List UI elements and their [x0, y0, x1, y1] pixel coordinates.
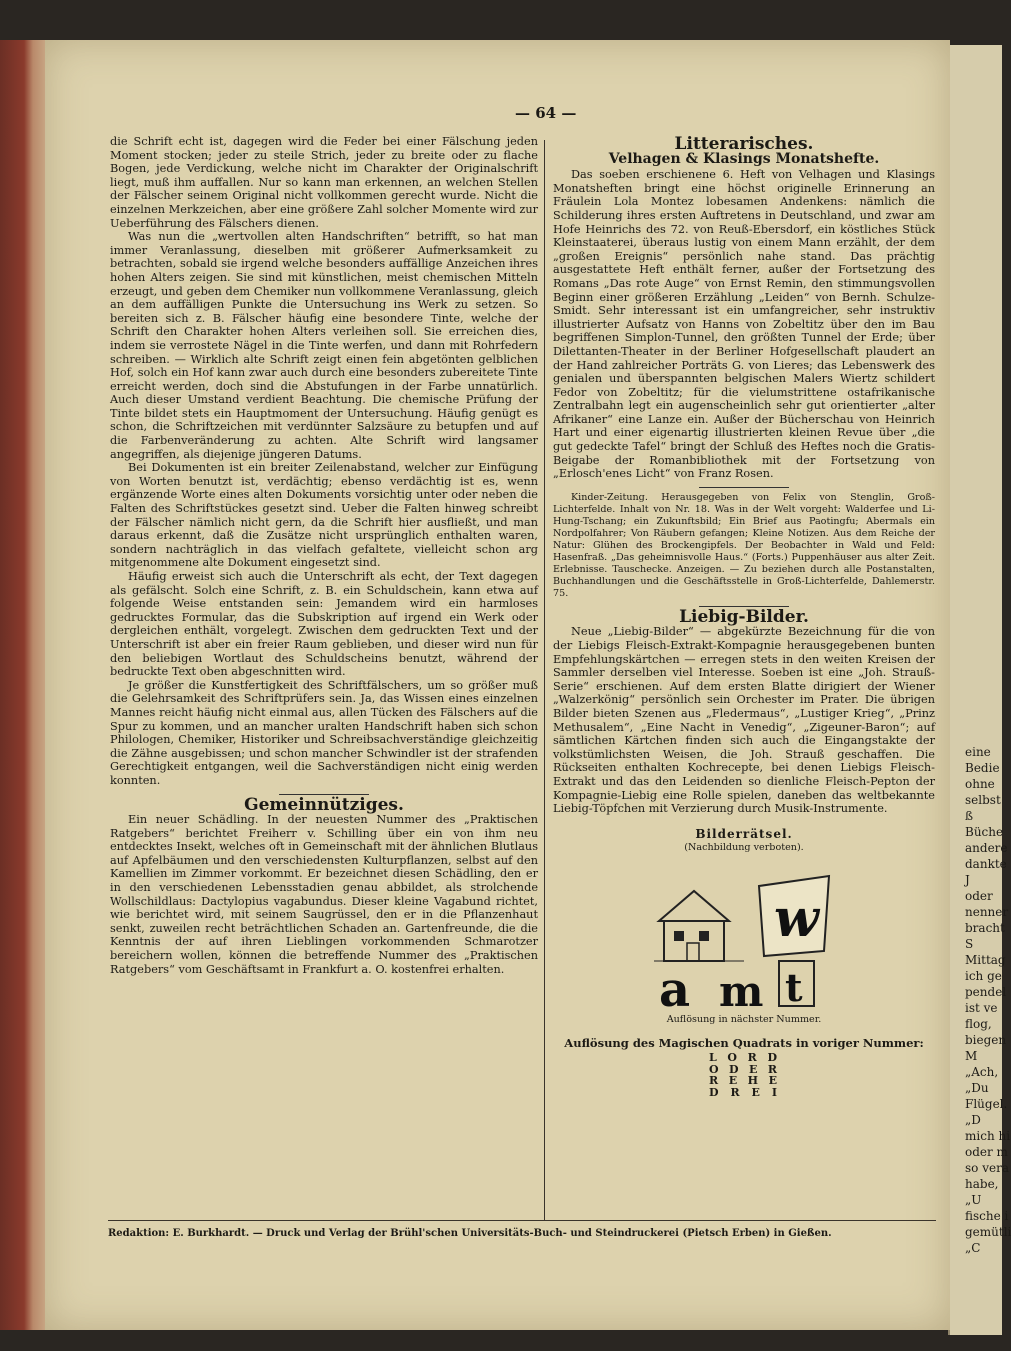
magic-square-letter: D	[729, 1062, 741, 1076]
magic-square-letter: H	[747, 1074, 761, 1088]
next-page-fragment: mich hi	[965, 1129, 1011, 1143]
magic-square-letter: E	[728, 1074, 740, 1088]
subheading-monatshefte: Velhagen & Klasings Monatshefte.	[608, 150, 880, 167]
paragraph: Ein neuer Schädling. In der neuesten Nummer des „Praktischen Ratgebers“ berichtet Freiherr v. Schilling über ein von ihm neu entdecktes Insekt, welches oft in Gemeinschaft mit der ähnlichen Blutlaus auf Apfelbäumen und den verschiedensten Kulturpflanzen, selbst auf den Kamellien im Zimmer vorkommt. Er bezeichnet diesen Schädling, den er in den verschiedenen Lebensstadien genau abbildet, als strolchende Wollschildlaus: Dactylopius vagabundus. Dieser kleine Vagabund richtet, wie berichtet wird, mit seinem Saugrüssel, den er in die Pflanzenhaut senkt, zuweilen recht beträchtlichen Schaden an. Gartenfreunde, die die Kenntnis der auf ihren Lieblingen vorkommenden Schmarotzer bereichern wollen, können die betreffende Nummer des „Praktischen Ratgebers“ vom Geschäftsamt in Frankfurt a. O. kostenfrei erhalten.	[110, 813, 538, 976]
next-page-fragment: S	[965, 937, 974, 951]
next-page-fragment: „D	[965, 1113, 981, 1127]
svg-text:w: w	[774, 887, 819, 949]
magic-square-letter: O	[727, 1051, 739, 1065]
svg-text:a: a	[659, 961, 691, 1018]
magic-square	[709, 1052, 779, 1098]
picture-riddle-illustration	[649, 861, 839, 1018]
next-page-fragment: Büche	[965, 825, 1004, 839]
next-page-fragment: ist ve	[965, 1001, 998, 1015]
next-page-fragment: Mittag	[965, 953, 1006, 967]
next-page-fragment: bracht	[965, 921, 1005, 935]
magic-square-letter: O	[709, 1062, 721, 1076]
paragraph: Je größer die Kunstfertigkeit des Schriftfälschers, um so größer muß die Gelehrsamkeit des Schriftprüfers sein. Ja, das Wissen eines einzelnen Mannes reicht häufig nicht einmal aus, allen Tücken des Fälschers auf die Spur zu kommen, und an mancher uralten Handschrift haben sich schon Philologen, Chemiker, Historiker und Schreibsachverständige gleichzeitig die Zähne ausgebissen; und schon mancher Schwindler ist der strafenden Gerechtigkeit entgangen, weil die Sachverständigen nicht einig werden konnten.	[110, 678, 538, 787]
magic-square-letter: D	[709, 1085, 721, 1099]
paragraph: Neue „Liebig-Bilder“ — abgekürzte Bezeichnung für die von der Liebigs Fleisch-Extrakt-Kompagnie herausgegebenen bunten Empfehlungskärtchen — erregen stets in den weiten Kreisen der Sammler derselben viel Interesse. Soeben ist eine „Joh. Strauß-Serie“ erschienen. Auf dem ersten Blatte dirigiert der Wiener „Walzerkönig“ persönlich sein Orchester im Prater. Die übrigen Bilder bieten Szenen aus „Fledermaus“, „Lustiger Krieg“, „Prinz Methusalem“, „Eine Nacht in Venedig“, „Zigeuner-Baron“; auf sämtlichen Kärtchen finden sich auch die Eingangstakte der volkstümlichsten Weisen, die Joh. Strauß geschaffen. Die Rückseiten enthalten Kochrecepte, bei denen Liebigs Fleisch-Extrakt und das den Leidenden so dienliche Fleisch-Pepton der Kompagnie-Liebig eine Rolle spielen, daneben das weltbekannte Liebig-Töpfchen mit Verzierung durch Musik-Instrumente.	[553, 625, 935, 816]
next-page-edge	[948, 45, 1011, 1335]
magic-square-letter: R	[730, 1085, 742, 1099]
next-page-fragment: „C	[965, 1241, 981, 1255]
section-heading-litterarisches: Litterarisches.	[674, 134, 814, 154]
solution-title: Auflösung des Magischen Quadrats in voriger Nummer:	[564, 1035, 924, 1050]
magic-square-row	[709, 1087, 779, 1099]
next-page-fragment: M	[965, 1049, 978, 1063]
next-page-fragment: Bedie	[965, 761, 1000, 775]
magic-square-letter: E	[768, 1074, 779, 1088]
paragraph: die Schrift echt ist, dagegen wird die Feder bei einer Fälschung jeden Moment stocken; jeder zu steile Strich, jeder zu breite oder zu flache Bogen, jede Verdickung, welche nicht im Charakter der Originalschrift liegt, muß ihm auffallen. Nur so kann man erkennen, an welchen Stellen der Fälscher seinem Original nicht vollkommen gerecht wurde. Nicht die einzelnen Merkzeichen, aber eine größere Zahl solcher Momente wird zur Ueberführung des Fälschers dienen.	[110, 135, 538, 230]
magic-square-row	[709, 1052, 779, 1064]
next-page-fragment: andere	[965, 841, 1008, 855]
footer-rule	[108, 1220, 936, 1221]
next-page-fragment: „Du	[965, 1081, 989, 1095]
next-page-fragment: nenner	[965, 905, 1009, 919]
section-heading-liebig-bilder: Liebig-Bilder.	[679, 606, 809, 627]
magic-square-letter: E	[751, 1085, 762, 1099]
magic-square-letter: R	[767, 1062, 779, 1076]
right-column	[553, 135, 935, 1098]
next-page-fragment: flog,	[965, 1017, 992, 1031]
page-number: — 64 —	[515, 104, 577, 122]
paragraph: Bei Dokumenten ist ein breiter Zeilenabstand, welcher zur Einfügung von Worten benutzt ist, verdächtig; ebenso verdächtig ist es, wenn ergänzende Worte eines alten Dokuments vorsichtig unter oder neben die Falten des Schriftstückes gesetzt sind. Ueber die Falten hinweg schreibt der Fälscher nämlich nicht gern, da die Schrift hier ausfließt, und man daraus erkennt, daß die Zusätze nicht ursprünglich enthalten waren, sondern nachträglich in das vielfach gefaltete, vielleicht schon arg mitgenommene alte Dokument eingesetzt sind.	[110, 461, 538, 570]
next-page-fragment: ich ge	[965, 969, 1002, 983]
next-page-fragment: dankte	[965, 857, 1007, 871]
magic-square-letter: D	[767, 1051, 779, 1065]
magic-square-letter: E	[749, 1062, 760, 1076]
magic-square-letter: L	[709, 1051, 719, 1065]
next-page-fragment: eine	[965, 745, 991, 759]
next-page-fragment: pendel	[965, 985, 1007, 999]
riddle-title: Bilderrätsel.	[695, 826, 793, 841]
svg-text:t: t	[785, 964, 803, 1010]
magic-square-letter: R	[709, 1074, 721, 1088]
magic-square-letter: I	[771, 1085, 779, 1099]
next-page-fragment: Flügel.	[965, 1097, 1008, 1111]
paragraph: Was nun die „wertvollen alten Handschriften“ betrifft, so hat man immer Veranlassung, dieselben mit größerer Aufmerksamkeit zu betrachten, sobald sie irgend welche besonders auffällige Anzeichen ihres hohen Alters zeigen. Sie sind mit künstlichen, meist chemischen Mitteln erzeugt, und geben dem Chemiker nun vollkommene Veranlassung, gleich an dem auffälligen Punkte die Untersuchung ins Werk zu setzen. So bereiten sich z. B. Fälscher häufig eine besondere Tinte, welche der Schrift den Charakter hohen Alters verleihen soll. Sie erreichen dies, indem sie verrostete Nägel in die Tinte werfen, und dann mit Rohrfedern schreiben. — Wirklich alte Schrift zeigt einen fein abgetönten gelblichen Hof, solch ein Hof kann zwar auch durch eine besonders zubereitete Tinte erreicht werden, doch sind die Abstufungen in der Farbe unnatürlich. Auch dieser Umstand verdient Beachtung. Die chemische Prüfung der Tinte bildet stets ein Hauptmoment der Untersuchung. Häufig genügt es schon, die Schriftzeichen mit verdünnter Salzsäure zu betupfen und auf die Farbenveränderung zu achten. Alte Schrift wird langsamer angegriffen, als diejenige jüngeren Datums.	[110, 230, 538, 461]
next-page-fragment: selbst	[965, 793, 1001, 807]
next-page-fragment: ß	[965, 809, 974, 823]
next-page-fragment: habe,	[965, 1177, 999, 1191]
next-page-fragment: fische i	[965, 1209, 1009, 1223]
section-rule	[699, 487, 789, 488]
next-page-fragment: J	[965, 873, 970, 887]
next-page-fragment: oder m	[965, 1145, 1008, 1159]
next-page-fragment: so vera	[965, 1161, 1009, 1175]
paragraph: Das soeben erschienene 6. Heft von Velhagen und Klasings Monatsheften bringt eine höchst originelle Erinnerung an Fräulein Lola Montez lobesamen Andenkens: nämlich die Schilderung ihres ersten Auftretens in Deutschland, und zwar am Hofe Heinrichs des 72. von Reuß-Ebersdorf, ein köstliches Stück Kleinstaaterei, überaus lustig von einem Mann erzählt, der dem „großen Ereignis“ persönlich nahe stand. Das prächtig ausgestattete Heft enthält ferner, außer der Fortsetzung des Romans „Das rote Auge“ von Ernst Remin, den stimmungsvollen Beginn einer größeren Erzählung „Leiden“ von Bernh. Schulze-Smidt. Sehr interessant ist ein umfangreicher, sehr instruktiv illustrierter Aufsatz von Hanns von Zobeltitz über den im Bau begriffenen Simplon-Tunnel, den größten Tunnel der Erde; über Dilettanten-Theater in der Berliner Hofgesellschaft plaudert an der Hand zahlreicher Porträts G. von Lieres; das Lebenswerk des genialen und überspannten belgischen Malers Wiertz schildert Fedor von Zobeltitz; für die vielumstrittene ostafrikanische Zentralbahn legt ein augenscheinlich sehr gut orientierter „alter Afrikaner“ eine Lanze ein. Außer der Bücherschau von Heinrich Hart und einer eigenartig illustrierten kleinen Revue über „die gut gedeckte Tafel“ bringt der Schluß des Heftes noch die Gratis-Beigabe der Romanbibliothek mit der Fortsetzung von „Erlosch'enes Licht“ von Franz Rosen.	[553, 168, 935, 481]
riddle-caption: Auflösung in nächster Nummer.	[666, 1013, 822, 1025]
paragraph: Häufig erweist sich auch die Unterschrift als echt, der Text dagegen als gefälscht. Solch eine Schrift, z. B. ein Schuldschein, kann etwa auf folgende Weise entstanden sein: Jemandem wird ein harmloses gedrucktes Formular, das die Subskription auf irgend ein Werk oder dergleichen enthält, vorgelegt. Zwischen dem gedruckten Text und der Unterschrift ist aber ein freier Raum geblieben, und dieser wird nun für den beliebigen Wortlaut des Schuldscheins benutzt, während der bedruckte Text oben abgeschnitten wird.	[110, 570, 538, 679]
next-page-fragment: biegen	[965, 1033, 1007, 1047]
riddle-note: (Nachbildung verboten).	[684, 842, 804, 854]
magic-square-row	[709, 1075, 779, 1087]
next-page-fragment: „U	[965, 1193, 982, 1207]
magic-square-letter: R	[747, 1051, 759, 1065]
section-heading-gemeinnuetziges: Gemeinnütziges.	[244, 794, 404, 815]
next-page-fragment: oder	[965, 889, 993, 903]
next-page-fragment: gemütli	[965, 1225, 1011, 1239]
next-page-fragment: ohne	[965, 777, 995, 791]
imprint-footer: Redaktion: E. Burkhardt. — Druck und Verlag der Brühl'schen Universitäts-Buch- und Steindruckerei (Pietsch Erben) in Gießen.	[108, 1228, 832, 1239]
left-column	[110, 135, 538, 976]
column-divider	[544, 140, 545, 1220]
paragraph-kinder-zeitung: Kinder-Zeitung. Herausgegeben von Felix von Stenglin, Groß-Lichterfelde. Inhalt von Nr. 18. Was in der Welt vorgeht: Walderfee und Li-Hung-Tschang; ein Zukunftsbild; Ein Brief aus Paotingfu; Abermals ein Nordpolfahrer; Von Räubern gefangen; Kleine Notizen. Aus dem Reiche der Natur: Glühen des Brockengipfels. Der Beobachter in Wald und Feld: Hasenfraß. „Das geheimnisvolle Haus.“ (Forts.) Puppenhäuser aus alter Zeit. Erlebnisse. Tauschecke. Anzeigen. — Zu beziehen durch alle Postanstalten, Buchhandlungen und die Geschäftsstelle in Groß-Lichterfelde, Dahlemerstr. 75.	[553, 491, 935, 599]
svg-text:m: m	[719, 966, 764, 1016]
next-page-fragment: „Ach,	[965, 1065, 999, 1079]
